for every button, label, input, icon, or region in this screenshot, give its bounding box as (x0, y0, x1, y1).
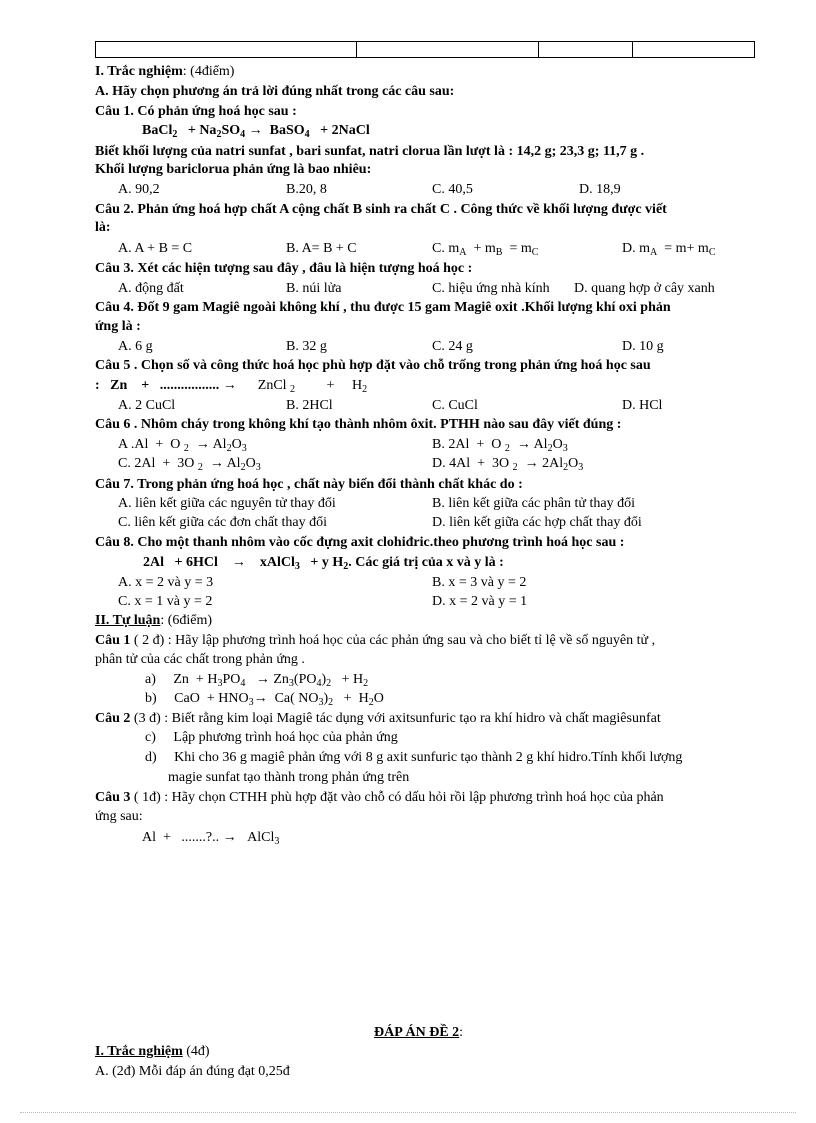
header-cell (633, 42, 754, 57)
answer-key-title-text: ĐÁP ÁN ĐỀ 2 (374, 1025, 460, 1040)
q4-option-a: A. 6 g (118, 339, 153, 354)
essay-q3 (95, 789, 664, 807)
section-1-heading (95, 63, 234, 81)
q3-option-a: A. động đất (118, 281, 184, 296)
answer-part-a: A. (2đ) Mỗi đáp án đúng đạt 0,25đ (95, 1064, 290, 1079)
q7-option-c: C. liên kết giữa các đơn chất thay đổi (118, 515, 327, 530)
q2-stem: Câu 2. Phản ứng hoá hợp chất A cộng chất B sinh ra chất C . Công thức về khối lượng được viết (95, 202, 667, 217)
essay-q2-d-cont: magie sunfat tạo thành trong phản ứng trên (168, 770, 410, 785)
answer-section-heading (95, 1043, 210, 1061)
q8-option-a: A. x = 2 và y = 3 (118, 575, 214, 590)
essay-q3-equation: Al + .......?.. → AlCl$_3$ (142, 830, 280, 847)
essay-q1-cont: phân tử của các chất trong phản ứng . (95, 652, 305, 667)
section-2-points: : (6điểm) (160, 613, 213, 628)
q8-option-c: C. x = 1 và y = 2 (118, 594, 213, 609)
q1-question: Khối lượng bariclorua phản ứng là bao nhiêu: (95, 162, 372, 177)
q6-option-b: B. 2Al + O $_2 \to Al_2O_3$ (432, 437, 568, 454)
q1-stem: Câu 1. Có phản ứng hoá học sau : (95, 104, 297, 119)
q7-stem: Câu 7. Trong phản ứng hoá học , chất này biến đổi thành chất khác do : (95, 477, 523, 492)
page-bottom-border (20, 1112, 796, 1113)
essay-q3-label: Câu 3 (95, 790, 131, 805)
q4-option-b: B. 32 g (286, 339, 327, 354)
essay-q2-d: d) Khi cho 36 g magiê phản ứng với 8 g axit sunfuric tạo thành 2 g khí hidro.Tính khối lượng (145, 750, 683, 765)
q5-option-b: B. 2HCl (286, 398, 333, 413)
q8-option-d: D. x = 2 và y = 1 (432, 594, 528, 609)
q8-option-b: B. x = 3 và y = 2 (432, 575, 527, 590)
q2-option-b: B. A= B + C (286, 241, 357, 256)
q8-equation: 2Al + 6HCl → xAlCl$_3$ + y $H_2$. Các giá trị của x và y là : (143, 555, 504, 572)
q1-option-c: C. 40,5 (432, 182, 473, 197)
answer-section-title: I. Trắc nghiệm (95, 1044, 183, 1059)
essay-q1-eq-a: a) $Zn + H_3PO_4 \to Zn_3(PO_4)_2 + H_2$ (145, 672, 369, 689)
q6-option-d: D. 4Al + 3O $_2 \to 2Al_2O_3$ (432, 456, 584, 473)
q6-option-a: A .Al + O $_2 \to Al_2O_3$ (118, 437, 247, 454)
header-cell (357, 42, 538, 57)
q3-option-c: C. hiệu ứng nhà kính (432, 281, 550, 296)
q4-option-c: C. 24 g (432, 339, 473, 354)
q1-option-b: B.20, 8 (286, 182, 327, 197)
essay-q1-label: Câu 1 (95, 633, 131, 648)
q5-option-a: A. 2 CuCl (118, 398, 176, 413)
answer-section-points: (4đ) (182, 1044, 210, 1059)
q7-option-a: A. liên kết giữa các nguyên tử thay đổi (118, 496, 336, 511)
q7-option-d: D. liên kết giữa các hợp chất thay đổi (432, 515, 642, 530)
header-cell (539, 42, 634, 57)
essay-q2 (95, 710, 661, 728)
q3-option-d: D. quang hợp ở cây xanh (574, 281, 715, 296)
section-1-title: I. Trắc nghiệm (95, 64, 183, 79)
q8-question: . Các giá trị của x và y là : (348, 555, 504, 570)
q4-option-d: D. 10 g (622, 339, 664, 354)
essay-q3-cont: ứng sau: (95, 809, 143, 824)
answer-key-title (374, 1024, 463, 1042)
essay-q2-c-text: Lập phương trình hoá học của phản ứng (173, 730, 398, 745)
essay-q2-c: c) Lập phương trình hoá học của phản ứng (145, 730, 398, 745)
q4-stem-cont: ứng là : (95, 319, 141, 334)
section-1-points: : (4điểm) (182, 64, 235, 79)
q8-stem: Câu 8. Cho một thanh nhôm vào cốc đựng axit clohiđric.theo phương trình hoá học sau : (95, 535, 625, 550)
q7-option-b: B. liên kết giữa các phân tử thay đổi (432, 496, 635, 511)
essay-q3-text: ( 1đ) : Hãy chọn CTHH phù hợp đặt vào chỗ có dấu hỏi rồi lập phương trình hoá học của phản (130, 790, 664, 805)
q4-stem: Câu 4. Đốt 9 gam Magiê ngoài không khí , thu được 15 gam Magiê oxit .Khối lượng khí oxi phản (95, 300, 671, 315)
essay-q2-label: Câu 2 (95, 711, 131, 726)
essay-q2-text: (3 đ) : Biết rằng kim loại Magiê tác dụng với axitsunfuric tạo ra khí hidro và chất magiêsunfat (130, 711, 661, 726)
q5-equation: : Zn + ................. → ZnCl $_2$ + $H_2$ (95, 378, 368, 395)
q2-stem-cont: là: (95, 220, 111, 235)
q1-option-d: D. 18,9 (579, 182, 621, 197)
q2-option-d-label: D. (622, 241, 636, 256)
q1-equation: BaCl$_2$ + $Na_2SO_4$ → BaSO$_4$ + 2NaCl (142, 123, 370, 140)
essay-q1-text: ( 2 đ) : Hãy lập phương trình hoá học của các phản ứng sau và cho biết tỉ lệ về số nguyên tử , (130, 633, 656, 648)
essay-q2-d-text: Khi cho 36 g magiê phản ứng với 8 g axit sunfuric tạo thành 2 g khí hidro.Tính khối lượng (174, 750, 683, 765)
header-cell (96, 42, 357, 57)
answer-key-colon: : (459, 1025, 464, 1040)
q3-stem: Câu 3. Xét các hiện tượng sau đây , đâu là hiện tượng hoá học : (95, 261, 473, 276)
q2-option-c: C. $m_A + m_B = m_C$ (432, 241, 539, 258)
q1-detail: Biết khối lượng của natri sunfat , bari sunfat, natri clorua lần lượt là : 14,2 g; 23,3 g; 11,7 g . (95, 144, 645, 159)
q5-stem: Câu 5 . Chọn số và công thức hoá học phù hợp đặt vào chỗ trống trong phản ứng hoá học sau (95, 358, 651, 373)
q1-option-a: A. 90,2 (118, 182, 160, 197)
q5-option-c: C. CuCl (432, 398, 478, 413)
q3-option-b: B. núi lửa (286, 281, 342, 296)
section-2-title: II. Tự luận (95, 613, 161, 628)
essay-q1-eq-b: b) CaO + $HNO_3\to Ca$( $NO_3)_2 + H_2O$ (145, 691, 384, 708)
q2-option-a: A. A + B = C (118, 241, 193, 256)
section-2-heading (95, 612, 212, 630)
essay-q1 (95, 632, 655, 650)
q6-stem: Câu 6 . Nhôm cháy trong không khí tạo thành nhôm ôxit. PTHH nào sau đây viết đúng : (95, 417, 622, 432)
q6-option-c: C. 2Al + 3O $_2 \to Al_2O_3$ (118, 456, 261, 473)
q5-option-d: D. HCl (622, 398, 663, 413)
q2-option-d: D. $m_A = m+ m_C$ (622, 241, 716, 258)
q2-option-c-label: C. (432, 241, 445, 256)
header-table (95, 41, 755, 58)
part-a-instruction: A. Hãy chọn phương án trả lời đúng nhất trong các câu sau: (95, 84, 455, 99)
